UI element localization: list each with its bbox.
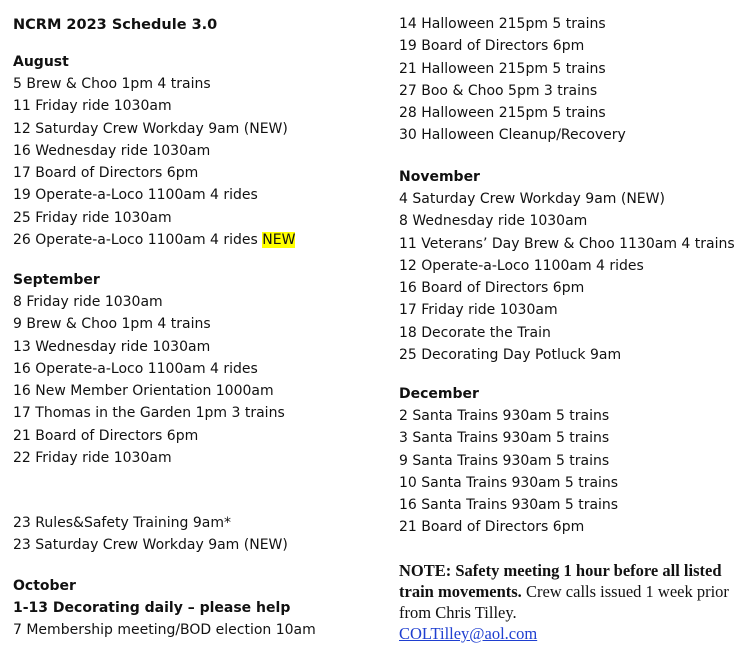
month-header-september: September <box>13 272 100 288</box>
month-header-october: October <box>13 578 76 594</box>
month-header-december: December <box>399 386 479 402</box>
list-item: 16 Board of Directors 6pm <box>399 280 585 297</box>
list-item: 9 Santa Trains 930am 5 trains <box>399 452 610 469</box>
list-item: 22 Friday ride 1030am <box>13 450 172 467</box>
list-item: 9 Brew & Choo 1pm 4 trains <box>13 316 211 333</box>
list-item: 11 Veterans’ Day Brew & Choo 1130am 4 trains <box>399 235 735 252</box>
list-item: 16 New Member Orientation 1000am <box>13 383 274 400</box>
list-item: 23 Rules&Safety Training 9am* <box>13 515 231 531</box>
list-item: 12 Saturday Crew Workday 9am (NEW) <box>13 120 288 137</box>
list-item: 23 Saturday Crew Workday 9am (NEW) <box>13 537 288 554</box>
list-item: 28 Halloween 215pm 5 trains <box>399 105 606 122</box>
list-item: 25 Friday ride 1030am <box>13 209 172 226</box>
month-header-november: November <box>399 169 480 185</box>
list-item: 16 Wednesday ride 1030am <box>13 142 211 159</box>
new-highlight-badge: NEW <box>262 232 296 249</box>
list-item: 21 Board of Directors 6pm <box>399 519 585 536</box>
list-item: 14 Halloween 215pm 5 trains <box>399 16 606 32</box>
safety-note-bold: NOTE: Safety meeting 1 hour before all listed train movements. <box>399 561 722 601</box>
list-item: 3 Santa Trains 930am 5 trains <box>399 430 610 447</box>
section-november <box>399 167 735 366</box>
list-item-text: 26 Operate-a-Loco 1100am 4 rides <box>13 232 263 249</box>
list-item: 25 Decorating Day Potluck 9am <box>399 347 622 364</box>
list-item: 12 Operate-a-Loco 1100am 4 rides <box>399 257 644 274</box>
list-item: 2 Santa Trains 930am 5 trains <box>399 408 610 424</box>
list-item: 7 Membership meeting/BOD election 10am <box>13 622 316 639</box>
list-item: 8 Wednesday ride 1030am <box>399 213 588 230</box>
list-item: 10 Santa Trains 930am 5 trains <box>399 474 619 491</box>
list-item: 17 Friday ride 1030am <box>399 302 558 319</box>
list-item: 17 Thomas in the Garden 1pm 3 trains <box>13 405 285 422</box>
list-item: 17 Board of Directors 6pm <box>13 165 199 182</box>
safety-note <box>399 560 739 644</box>
section-december <box>399 384 618 539</box>
list-item: 16 Operate-a-Loco 1100am 4 rides <box>13 360 258 377</box>
list-item: 19 Board of Directors 6pm <box>399 38 585 55</box>
section-august <box>13 52 295 251</box>
list-item: 4 Saturday Crew Workday 9am (NEW) <box>399 191 665 207</box>
list-item: 19 Operate-a-Loco 1100am 4 rides <box>13 187 258 204</box>
safety-note-text: Crew calls issued 1 week prior from Chris Tilley. <box>399 582 729 622</box>
list-item: 1-13 Decorating daily – please help <box>13 600 291 616</box>
list-item <box>13 229 295 251</box>
section-september-late <box>13 512 288 557</box>
list-item: 30 Halloween Cleanup/Recovery <box>399 127 626 144</box>
list-item: 18 Decorate the Train <box>399 324 551 341</box>
month-header-august: August <box>13 54 69 70</box>
page-title: NCRM 2023 Schedule 3.0 <box>13 17 218 33</box>
list-item: 5 Brew & Choo 1pm 4 trains <box>13 76 211 92</box>
list-item: 13 Wednesday ride 1030am <box>13 338 211 355</box>
section-october <box>13 576 316 642</box>
list-item: 21 Board of Directors 6pm <box>13 427 199 444</box>
list-item: 16 Santa Trains 930am 5 trains <box>399 497 619 514</box>
list-item: 27 Boo & Choo 5pm 3 trains <box>399 82 598 99</box>
list-item: 11 Friday ride 1030am <box>13 98 172 115</box>
list-item: 21 Halloween 215pm 5 trains <box>399 60 606 77</box>
section-september <box>13 270 285 469</box>
email-link[interactable]: COLTilley@aol.com <box>399 624 538 643</box>
list-item: 8 Friday ride 1030am <box>13 294 163 310</box>
section-october-continued <box>399 13 626 147</box>
